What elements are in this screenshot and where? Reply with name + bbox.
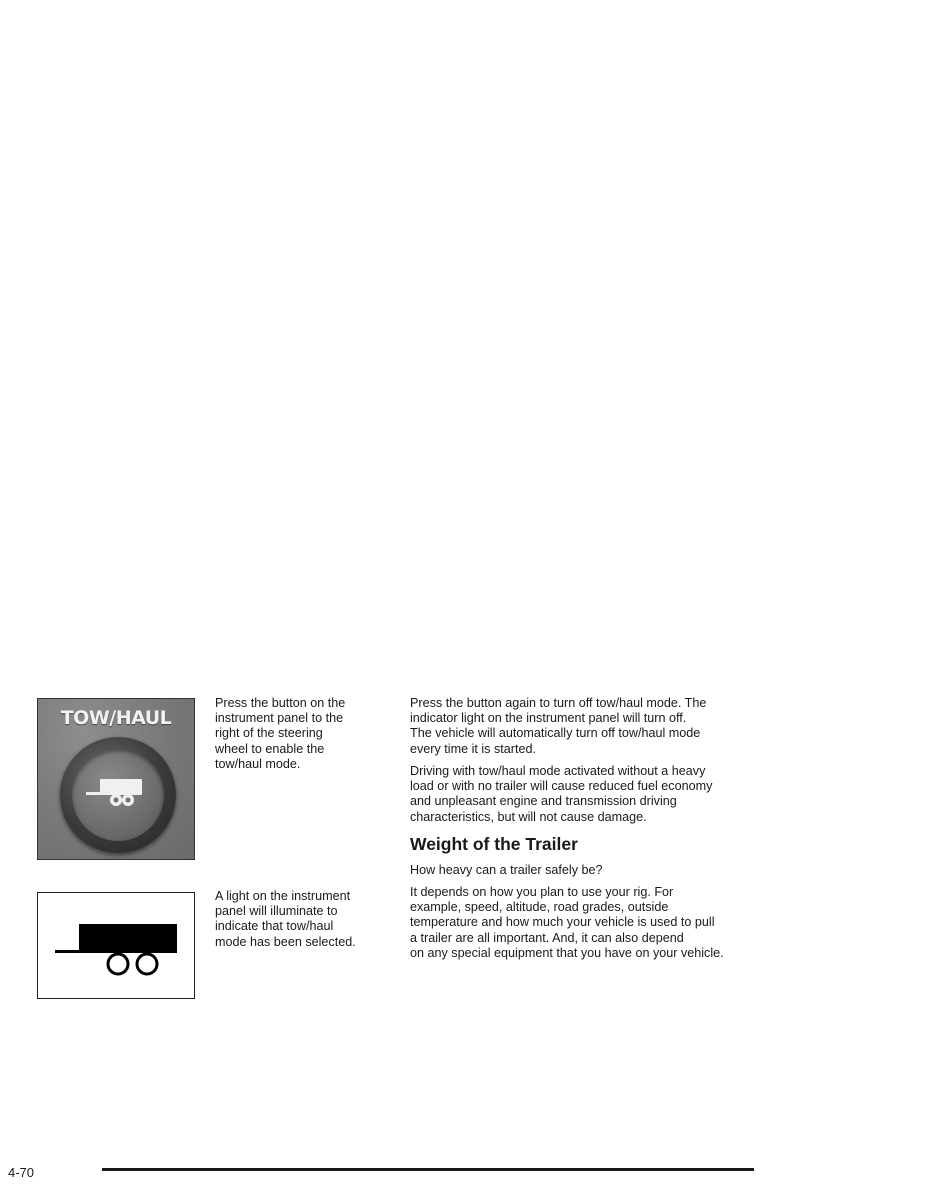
trailer-icon <box>82 775 154 811</box>
paragraph-fuel-economy: Driving with tow/haul mode activated without a heavy load or with no trailer will cause reduced fuel economy and unpleasant engine and transmission driving characteristics, but will not cause damage. <box>410 764 713 824</box>
tow-haul-knob-face <box>72 749 164 841</box>
trailer-icon <box>38 893 196 1000</box>
tow-haul-button-photo <box>37 698 195 860</box>
paragraph-turn-off: Press the button again to turn off tow/haul mode. The indicator light on the instrument panel will turn off. The vehicle will automatically turn off tow/haul mode every time it is started. <box>410 696 707 756</box>
indicator-caption: A light on the instrument panel will illuminate to indicate that tow/haul mode has been selected. <box>215 889 356 949</box>
button-caption: Press the button on the instrument panel to the right of the steering wheel to enable the tow/haul mode. <box>215 696 346 771</box>
tow-haul-label: TOW/HAUL <box>60 707 172 729</box>
page-number: 4-70 <box>8 1165 35 1180</box>
section-heading: Weight of the Trailer <box>410 834 578 854</box>
tow-haul-knob <box>60 737 176 853</box>
tow-haul-indicator-light <box>37 892 195 999</box>
paragraph-question: How heavy can a trailer safely be? <box>410 863 603 877</box>
footer-rule <box>102 1168 754 1171</box>
paragraph-depends: It depends on how you plan to use your rig. For example, speed, altitude, road grades, outside temperature and how much your vehicle is used to pull a trailer are all important. And, it can also depend on any special equipment that you have on your vehicle. <box>410 885 724 960</box>
